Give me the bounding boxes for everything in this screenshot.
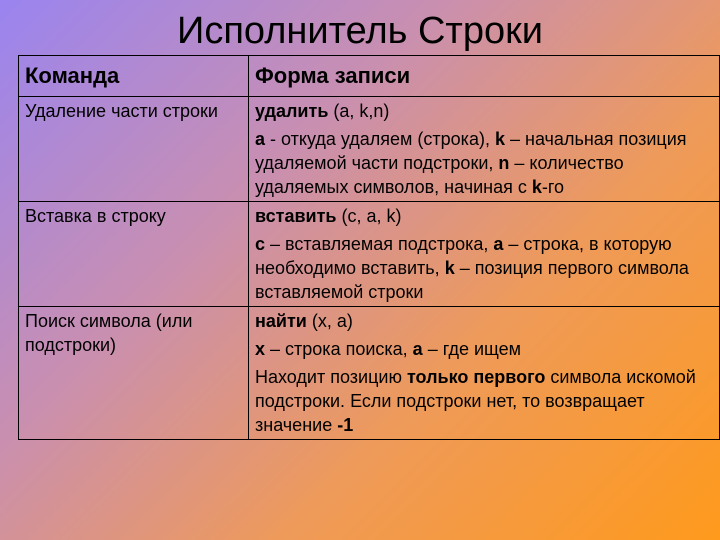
syntax-cell [249,202,720,307]
syntax-cell [249,97,720,202]
table-row [19,307,720,440]
table-row [19,202,720,307]
syntax-line: вставить (с, a, k) [255,206,402,226]
header-syntax: Форма записи [249,56,720,97]
header-command: Команда [19,56,249,97]
commands-table [18,55,720,440]
syntax-line: удалить (a, k,n) [255,101,390,121]
note: Находит позицию только первого символа искомой подстроки. Если подстроки нет, то возвращает значение -1 [255,367,696,435]
description: с – вставляемая подстрока, a – строка, в которую необходимо вставить, k – позиция первого символа вставляемой строки [255,234,689,302]
command-cell: Удаление части строки [19,97,249,202]
description: a - откуда удаляем (строка), k – начальная позиция удаляемой части подстроки, n – количество удаляемых символов, начиная с k-го [255,129,687,197]
command-cell: Вставка в строку [19,202,249,307]
syntax-cell [249,307,720,440]
command-cell: Поиск символа (или подстроки) [19,307,249,440]
slide-title: Исполнитель Строки [177,10,543,52]
table-row [19,97,720,202]
description: x – строка поиска, a – где ищем [255,339,522,359]
table-header-row [19,56,720,97]
syntax-line: найти (x, a) [255,311,353,331]
